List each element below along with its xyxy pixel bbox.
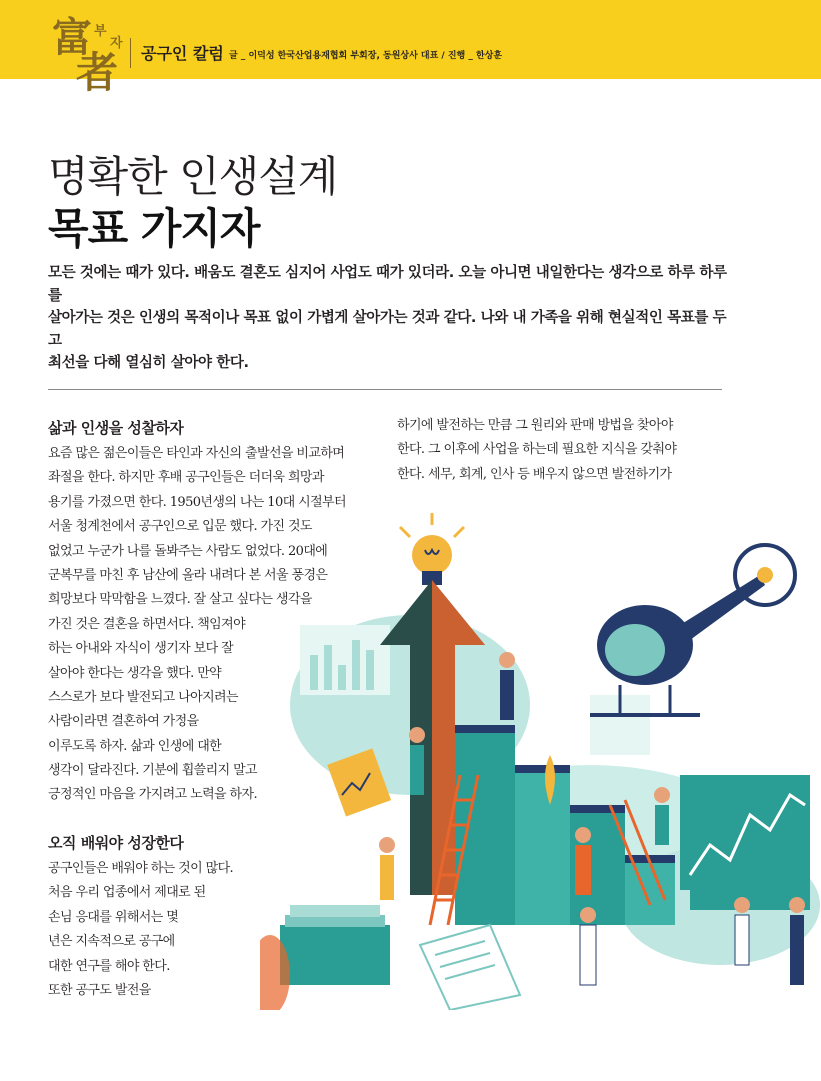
column-title: 공구인 칼럼 bbox=[141, 44, 224, 63]
body-line: 년은 지속적으로 공구에 bbox=[48, 934, 175, 950]
lightbulb-icon bbox=[400, 513, 464, 585]
page-title-line-2: 목표 가지자 bbox=[48, 204, 260, 253]
page-title-line-1: 명확한 인생설계 bbox=[48, 152, 338, 201]
section-2-body bbox=[48, 857, 233, 1003]
body-line: 긍정적인 마음을 가지려고 노력을 하자. bbox=[48, 787, 257, 803]
chart-panel bbox=[680, 775, 810, 890]
byline: 글 _ 이덕성 한국산업용재협회 부회장, 동원상사 대표 / 진행 _ 한상훈 bbox=[229, 51, 503, 61]
body-line: 군복무를 마친 후 남산에 올라 내려다 본 서울 풍경은 bbox=[48, 567, 328, 583]
body-line: 좌절을 한다. 하지만 후배 공구인들은 더더욱 희망과 bbox=[48, 470, 324, 486]
body-line: 스스로가 보다 발전되고 나아지려는 bbox=[48, 689, 238, 705]
logo-char-2: 者 bbox=[76, 48, 119, 97]
header-divider bbox=[130, 38, 131, 68]
logo bbox=[52, 14, 132, 98]
body-line: 대한 연구를 해야 한다. bbox=[48, 958, 170, 974]
body-line: 이루도록 하자. 삶과 인생에 대한 bbox=[48, 738, 222, 754]
body-line: 한다. 세무, 회계, 인사 등 배우지 않으면 발전하기가 bbox=[397, 466, 672, 482]
body-line: 손님 응대를 위해서는 몇 bbox=[48, 909, 179, 925]
body-line: 하는 아내와 자식이 생기자 보다 잘 bbox=[48, 641, 234, 657]
section-1-body bbox=[48, 442, 346, 808]
lead-line: 최선을 다해 열심히 살아야 한다. bbox=[48, 355, 249, 371]
helicopter-icon bbox=[590, 545, 795, 715]
body-line: 없었고 누군가 나를 돌봐주는 사람도 없었다. 20대에 bbox=[48, 543, 328, 559]
divider-rule bbox=[48, 389, 722, 390]
logo-sub-2: 자 bbox=[110, 36, 123, 51]
logo-char-1: 富 bbox=[52, 14, 92, 61]
body-line: 생각이 달라진다. 기분에 휩쓸리지 말고 bbox=[48, 763, 257, 779]
body-line: 하기에 발전하는 만큼 그 원리와 판매 방법을 찾아야 bbox=[397, 418, 673, 433]
lead-paragraph bbox=[48, 262, 728, 375]
body-line: 처음 우리 업종에서 제대로 된 bbox=[48, 885, 206, 901]
section-heading-1: 삶과 인생을 성찰하자 bbox=[48, 419, 184, 437]
section-heading-2: 오직 배워야 성장한다 bbox=[48, 834, 184, 852]
right-column-body bbox=[397, 414, 676, 487]
lead-line: 살아가는 것은 인생의 목적이나 목표 없이 가볍게 살아가는 것과 같다. 나와 내 가족을 위해 현실적인 목표를 두고 bbox=[48, 310, 727, 349]
body-line: 요즘 많은 젊은이들은 타인과 자신의 출발선을 비교하며 bbox=[48, 446, 345, 461]
body-line: 용기를 가졌으면 한다. 1950년생의 나는 10대 시절부터 bbox=[48, 494, 346, 510]
body-line: 사람이라면 결혼하여 가정을 bbox=[48, 714, 199, 730]
body-line: 공구인들은 배워야 하는 것이 많다. bbox=[48, 861, 234, 876]
body-line: 한다. 그 이후에 사업을 하는데 필요한 지식을 갖춰야 bbox=[397, 442, 677, 458]
body-line: 가진 것은 결혼을 하면서다. 책임져야 bbox=[48, 616, 246, 632]
body-line: 서울 청계천에서 공구인으로 입문 했다. 가진 것도 bbox=[48, 519, 312, 535]
body-line: 살아야 한다는 생각을 했다. 만약 bbox=[48, 665, 222, 681]
body-line: 또한 공구도 발전을 bbox=[48, 982, 151, 998]
body-line: 희망보다 막막함을 느꼈다. 잘 살고 싶다는 생각을 bbox=[48, 592, 312, 608]
logo-sub-1: 부 bbox=[94, 24, 107, 39]
lead-line: 모든 것에는 때가 있다. 배움도 결혼도 심지어 사업도 때가 있더라. 오늘 아니면 내일한다는 생각으로 하루 하루를 bbox=[48, 265, 727, 304]
